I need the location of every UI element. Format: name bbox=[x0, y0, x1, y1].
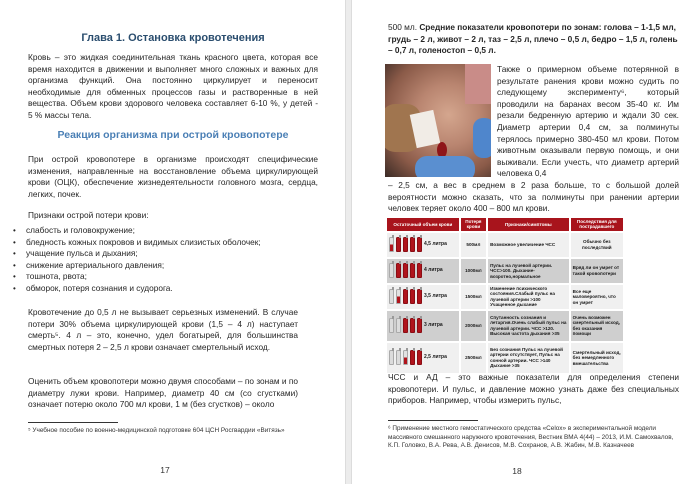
bleeding-paragraph: Кровотечение до 0,5 л не вызывает серьезных изменений. В случае потери 30% объема циркулирующей крови (1,5 – 4 л) наступает смерть⁵. 4 л – это, конечно, удел богатырей, для большинства смертных потеря 2 – 2,5 л крови означает смертельный исход. bbox=[28, 307, 298, 352]
bottle-icon bbox=[417, 350, 422, 365]
footnote: ⁶ Применение местного гемостатического средства «Celox» в экспериментальной модели массивного смешанного наружного кровотечения, Вестник ВМА 4(44) – 2013, И.М. Самохвалов, К.П. Головко, В.А. Рева, А.В. Денисов, М.В. Сохранов, А.В. Жабин, М.В. Казначеев bbox=[388, 425, 674, 450]
bottle-icon bbox=[389, 318, 394, 333]
table-row: 4 литра 1000мл Пульс на лучевой артерии. ЧСС>100. Дыхание-возротно,нормальное Вряд ли он умрет от такой кровопотери bbox=[387, 259, 623, 283]
list-item: • обморок, потеря сознания и судорога. bbox=[10, 283, 261, 295]
table-row: 3,5 литра 1500мл Изменение психического состояния.Слабый пульс на лучевой артерии >100 Учащенное дыхание Все еще маловероятно, что он умрет bbox=[387, 285, 623, 309]
table-row: 4,5 литра 500мл Возможное увеличение ЧСС Обычно без последствий bbox=[387, 233, 623, 257]
bottle-icon bbox=[389, 350, 394, 365]
bottle-icons bbox=[389, 318, 422, 333]
signs-list bbox=[10, 225, 261, 295]
bottle-icon bbox=[410, 350, 415, 365]
signs-heading: Признаки острой потери крови: bbox=[28, 210, 149, 220]
bottle-icon bbox=[396, 318, 401, 333]
zones-paragraph bbox=[388, 22, 678, 57]
list-item: • бледность кожных покровов и видимых слизистых оболочек; bbox=[10, 237, 261, 249]
footnote: ⁵ Учебное пособие по военно-медицинской подготовке 604 ЦСН Росгвардии «Витязь» bbox=[28, 427, 285, 434]
bottle-icon bbox=[403, 350, 408, 365]
table-row: 2,5 литра 2500мл Без сознания Пульс на лучевой артерии отсутствует, Пульс на сонной артерии. ЧСС >140 Дыхание >35 Смертельный исход, без немедленного вмешательства bbox=[387, 343, 623, 373]
bottle-icons bbox=[389, 263, 422, 278]
reaction-paragraph: При острой кровопотере в организме происходят специфические изменения, направленные на восстановление объема циркулирующей крови (ОЦК), обеспечение жизнедеятельности головного мозга, сердца, легких, почек. bbox=[28, 154, 318, 199]
bottle-icons bbox=[389, 237, 422, 252]
bottle-icon bbox=[403, 263, 408, 278]
bottle-icon bbox=[417, 263, 422, 278]
bottle-icon bbox=[389, 237, 394, 252]
bottle-icon bbox=[396, 350, 401, 365]
list-item: • слабость и головокружение; bbox=[10, 225, 261, 237]
bottle-icon bbox=[403, 318, 408, 333]
experiment-paragraph-continued: – 2,5 см, а вес в среднем в 2 раза больше, то с большой долей вероятности можно сказать, что за полминуты при ранении артерии человек теряет около 400 – 800 мл крови. bbox=[388, 180, 679, 214]
section-title: Реакция организма при острой кровопотере bbox=[57, 129, 289, 141]
bottle-icon bbox=[417, 318, 422, 333]
bottle-icon bbox=[410, 263, 415, 278]
table-header: Последствия для пострадавшего bbox=[571, 218, 623, 231]
bottle-icon bbox=[417, 289, 422, 304]
bottle-icon bbox=[389, 289, 394, 304]
zones-intro-text: 500 мл. bbox=[388, 22, 420, 32]
page-17 bbox=[0, 0, 345, 484]
page-number: 17 bbox=[160, 465, 170, 475]
footnote-divider bbox=[28, 422, 118, 423]
page-gutter bbox=[345, 0, 352, 484]
bottle-icon bbox=[396, 263, 401, 278]
bottle-icon bbox=[403, 289, 408, 304]
bottle-icon bbox=[396, 289, 401, 304]
table-header: Потеря крови bbox=[461, 218, 486, 231]
bottle-icon bbox=[403, 237, 408, 252]
surgical-wound-photo bbox=[385, 64, 491, 177]
footnote-divider bbox=[388, 420, 478, 421]
bottle-icons bbox=[389, 289, 422, 304]
intro-paragraph: Кровь – это жидкая соединительная ткань красного цвета, которая все время находится в движении и выполняет много сложных и важных для организма функций. Она постоянно циркулирует и переносит необходимые для обменных процессов газы и растворенные в ней вещества. Объем крови здорового человека составляет 6-10 %, у детей - 5 % массы тела. bbox=[28, 52, 318, 120]
bottle-icon bbox=[410, 289, 415, 304]
estimate-paragraph: Оценить объем кровопотери можно двумя способами – по зонам и по диаметру лужи крови. Например, диаметр 40 см (со сгустками) означает потерю около 700 мл крови, 1 м (без сгустков) – около bbox=[28, 376, 298, 410]
list-item: • снижение артериального давления; bbox=[10, 260, 261, 272]
bottle-icon bbox=[417, 237, 422, 252]
bottle-icons bbox=[389, 350, 422, 365]
bottle-icon bbox=[410, 318, 415, 333]
page-number: 18 bbox=[512, 466, 522, 476]
blood-loss-table bbox=[385, 216, 625, 375]
table-row: 3 литра 2000мл Спутанность сознания и летаргия.Очень слабый пульс на лучевой артерии. ЧСС >120. Высокая частота дыхания >35 Очень возможен смертельный исход, без оказания помощи bbox=[387, 311, 623, 341]
list-item: • учащение пульса и дыхания; bbox=[10, 248, 261, 260]
bottle-icon bbox=[396, 237, 401, 252]
table-header: Признаки/симптомы bbox=[488, 218, 569, 231]
list-item: • тошнота, рвота; bbox=[10, 271, 261, 283]
page-18 bbox=[352, 0, 700, 484]
zones-bold-text: Средние показатели кровопотери по зонам: голова – 1-1,5 мл, грудь – 2 л, живот – 2 л, таз – 2,5 л, плечо – 0,5 л, бедро – 1,5 л, голень – 0,7 л, голеностоп – 0,5 л. bbox=[388, 22, 678, 56]
chapter-title: Глава 1. Остановка кровотечения bbox=[81, 32, 265, 44]
bottle-icon bbox=[410, 237, 415, 252]
experiment-paragraph-wrapped: Также о примерном объеме потерянной в результате ранения крови можно судить по следующему эксперименту⁶, который проводили на баранах весом 35-40 кг. Им резали бедренную артерию и ждали 30 сек. Диаметр артерии 0,4 см, за полминуты терялось примерно 380-450 мл крови. Потом животным оказывали первую помощь, и они выживали. Если учесть, что диаметр артерий человека 0,4 bbox=[497, 64, 679, 179]
hr-paragraph: ЧСС и АД – это важные показатели для определения степени кровопотери. И пульс, и давление можно узнать даже без специальных приборов. Например, чтобы измерить пульс, bbox=[388, 372, 679, 406]
table-header: Остаточный объем крови bbox=[387, 218, 459, 231]
bottle-icon bbox=[389, 263, 394, 278]
